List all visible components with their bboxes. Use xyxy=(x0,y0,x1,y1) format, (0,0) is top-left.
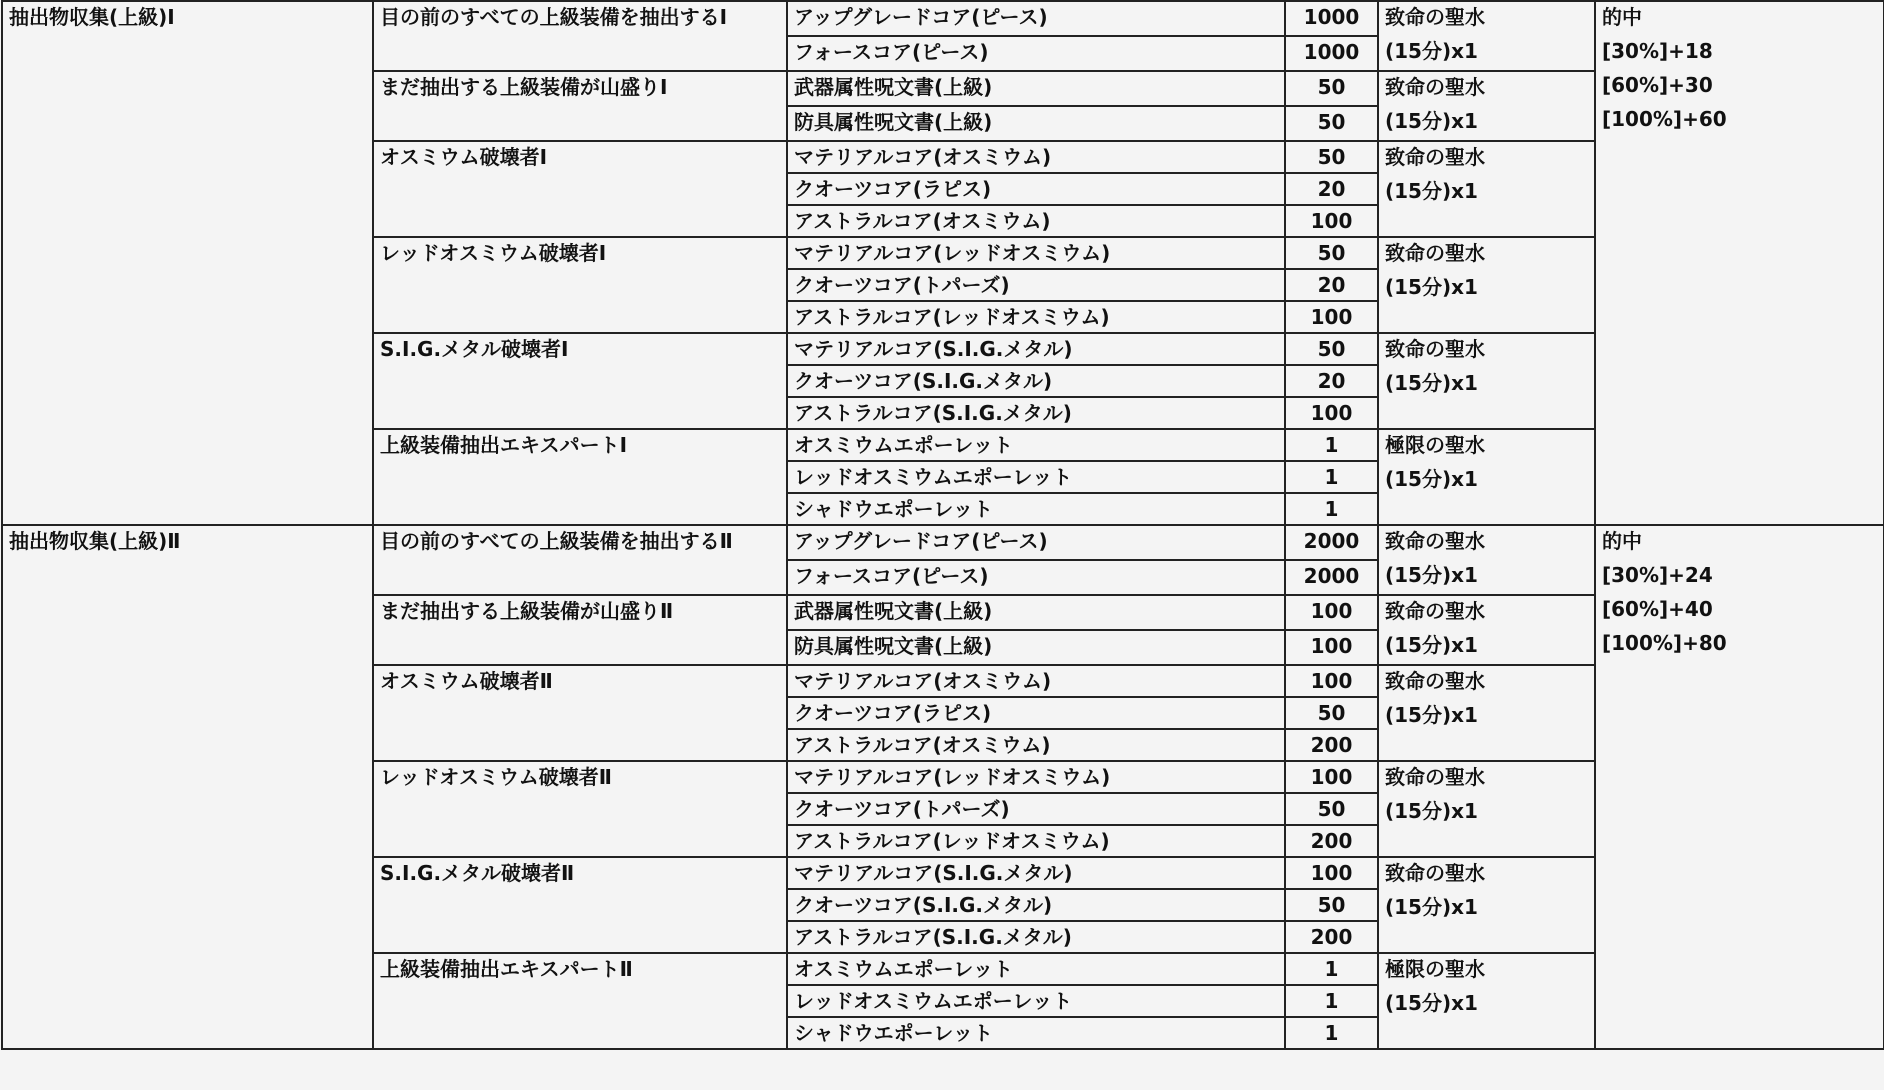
item-quantity: 1 xyxy=(1285,461,1378,493)
item-quantity: 50 xyxy=(1285,333,1378,365)
item-quantity: 1 xyxy=(1285,985,1378,1017)
item-quantity: 50 xyxy=(1285,697,1378,729)
item-quantity: 50 xyxy=(1285,889,1378,921)
item-name: アストラルコア(レッドオスミウム) xyxy=(787,825,1285,857)
item-name: シャドウエポーレット xyxy=(787,1017,1285,1049)
achievement-reward-line: (15分)x1 xyxy=(1385,563,1478,587)
group-reward-line: [30%]+24 xyxy=(1602,563,1713,587)
item-name: 武器属性呪文書(上級) xyxy=(787,595,1285,630)
item-name: アストラルコア(S.I.G.メタル) xyxy=(787,921,1285,953)
achievement-name: 上級装備抽出エキスパートⅡ xyxy=(373,953,787,1049)
achievement-name: まだ抽出する上級装備が山盛りⅠ xyxy=(373,71,787,141)
item-name: クオーツコア(ラピス) xyxy=(787,697,1285,729)
item-quantity: 100 xyxy=(1285,301,1378,333)
item-quantity: 20 xyxy=(1285,365,1378,397)
item-name: フォースコア(ピース) xyxy=(787,560,1285,595)
group-reward-line: [100%]+80 xyxy=(1602,631,1727,655)
item-quantity: 20 xyxy=(1285,269,1378,301)
achievement-reward-line: (15分)x1 xyxy=(1385,371,1478,395)
item-name: マテリアルコア(S.I.G.メタル) xyxy=(787,857,1285,889)
achievement-reward xyxy=(1378,595,1595,665)
achievement-reward-line: 致命の聖水 xyxy=(1385,241,1485,265)
item-name: 防具属性呪文書(上級) xyxy=(787,106,1285,141)
item-quantity: 100 xyxy=(1285,397,1378,429)
item-quantity: 1000 xyxy=(1285,1,1378,36)
item-quantity: 50 xyxy=(1285,793,1378,825)
achievement-table-body xyxy=(2,1,1884,1049)
achievement-reward-line: 致命の聖水 xyxy=(1385,145,1485,169)
achievement-reward-line: 致命の聖水 xyxy=(1385,337,1485,361)
achievement-reward-line: (15分)x1 xyxy=(1385,109,1478,133)
achievement-reward-line: (15分)x1 xyxy=(1385,467,1478,491)
item-quantity: 2000 xyxy=(1285,560,1378,595)
item-quantity: 200 xyxy=(1285,921,1378,953)
achievement-reward-line: (15分)x1 xyxy=(1385,179,1478,203)
group-reward-line: [60%]+30 xyxy=(1602,73,1713,97)
achievement-reward xyxy=(1378,857,1595,953)
achievement-reward xyxy=(1378,141,1595,237)
table-row xyxy=(2,1,1884,36)
item-quantity: 1 xyxy=(1285,429,1378,461)
achievement-name: 目の前のすべての上級装備を抽出するⅠ xyxy=(373,1,787,71)
achievement-reward-line: (15分)x1 xyxy=(1385,799,1478,823)
item-name: マテリアルコア(オスミウム) xyxy=(787,665,1285,697)
achievement-reward xyxy=(1378,525,1595,595)
achievement-reward-line: (15分)x1 xyxy=(1385,703,1478,727)
item-name: レッドオスミウムエポーレット xyxy=(787,461,1285,493)
achievement-name: S.I.G.メタル破壊者Ⅰ xyxy=(373,333,787,429)
group-reward-line: [30%]+18 xyxy=(1602,39,1713,63)
item-quantity: 1 xyxy=(1285,1017,1378,1049)
achievement-reward-line: 致命の聖水 xyxy=(1385,765,1485,789)
item-quantity: 2000 xyxy=(1285,525,1378,560)
achievement-reward xyxy=(1378,953,1595,1049)
achievement-reward-line: (15分)x1 xyxy=(1385,633,1478,657)
item-quantity: 100 xyxy=(1285,665,1378,697)
item-quantity: 100 xyxy=(1285,630,1378,665)
item-quantity: 100 xyxy=(1285,761,1378,793)
item-quantity: 50 xyxy=(1285,141,1378,173)
table-row xyxy=(2,525,1884,560)
item-name: レッドオスミウムエポーレット xyxy=(787,985,1285,1017)
achievement-reward-line: 致命の聖水 xyxy=(1385,861,1485,885)
achievement-reward xyxy=(1378,429,1595,525)
achievement-reward-line: 極限の聖水 xyxy=(1385,957,1485,981)
item-name: クオーツコア(トパーズ) xyxy=(787,269,1285,301)
group-reward-line: 的中 xyxy=(1602,529,1642,553)
item-name: マテリアルコア(オスミウム) xyxy=(787,141,1285,173)
achievement-reward-line: 致命の聖水 xyxy=(1385,5,1485,29)
achievement-name: レッドオスミウム破壊者Ⅰ xyxy=(373,237,787,333)
group-reward-line: [100%]+60 xyxy=(1602,107,1727,131)
item-name: オスミウムエポーレット xyxy=(787,429,1285,461)
achievement-reward xyxy=(1378,237,1595,333)
item-name: シャドウエポーレット xyxy=(787,493,1285,525)
achievement-name: まだ抽出する上級装備が山盛りⅡ xyxy=(373,595,787,665)
item-quantity: 1000 xyxy=(1285,36,1378,71)
item-quantity: 50 xyxy=(1285,106,1378,141)
achievement-reward-line: 致命の聖水 xyxy=(1385,599,1485,623)
achievement-reward xyxy=(1378,1,1595,71)
item-quantity: 100 xyxy=(1285,595,1378,630)
item-quantity: 50 xyxy=(1285,237,1378,269)
item-name: クオーツコア(トパーズ) xyxy=(787,793,1285,825)
achievement-reward-line: 致命の聖水 xyxy=(1385,669,1485,693)
item-name: 武器属性呪文書(上級) xyxy=(787,71,1285,106)
item-name: クオーツコア(S.I.G.メタル) xyxy=(787,365,1285,397)
item-quantity: 200 xyxy=(1285,825,1378,857)
group-reward-line: 的中 xyxy=(1602,5,1642,29)
achievement-reward xyxy=(1378,665,1595,761)
item-name: フォースコア(ピース) xyxy=(787,36,1285,71)
item-name: クオーツコア(S.I.G.メタル) xyxy=(787,889,1285,921)
item-name: マテリアルコア(レッドオスミウム) xyxy=(787,761,1285,793)
group-title: 抽出物収集(上級)Ⅱ xyxy=(2,525,373,1049)
achievement-name: 上級装備抽出エキスパートⅠ xyxy=(373,429,787,525)
achievement-reward-line: 極限の聖水 xyxy=(1385,433,1485,457)
item-name: 防具属性呪文書(上級) xyxy=(787,630,1285,665)
item-name: マテリアルコア(S.I.G.メタル) xyxy=(787,333,1285,365)
item-quantity: 100 xyxy=(1285,205,1378,237)
item-name: アストラルコア(S.I.G.メタル) xyxy=(787,397,1285,429)
item-name: アストラルコア(オスミウム) xyxy=(787,729,1285,761)
group-reward-line: [60%]+40 xyxy=(1602,597,1713,621)
item-name: アストラルコア(レッドオスミウム) xyxy=(787,301,1285,333)
group-reward xyxy=(1595,525,1884,1049)
item-quantity: 200 xyxy=(1285,729,1378,761)
item-name: アップグレードコア(ピース) xyxy=(787,1,1285,36)
item-quantity: 20 xyxy=(1285,173,1378,205)
item-quantity: 1 xyxy=(1285,493,1378,525)
item-name: アストラルコア(オスミウム) xyxy=(787,205,1285,237)
achievement-reward-line: (15分)x1 xyxy=(1385,895,1478,919)
achievement-reward-line: 致命の聖水 xyxy=(1385,75,1485,99)
achievement-name: オスミウム破壊者Ⅱ xyxy=(373,665,787,761)
group-title: 抽出物収集(上級)Ⅰ xyxy=(2,1,373,525)
achievement-reward xyxy=(1378,71,1595,141)
item-name: アップグレードコア(ピース) xyxy=(787,525,1285,560)
item-quantity: 1 xyxy=(1285,953,1378,985)
item-quantity: 50 xyxy=(1285,71,1378,106)
item-name: クオーツコア(ラピス) xyxy=(787,173,1285,205)
item-name: マテリアルコア(レッドオスミウム) xyxy=(787,237,1285,269)
achievement-reward xyxy=(1378,761,1595,857)
achievement-reward-line: (15分)x1 xyxy=(1385,275,1478,299)
achievement-name: レッドオスミウム破壊者Ⅱ xyxy=(373,761,787,857)
achievement-reward-line: 致命の聖水 xyxy=(1385,529,1485,553)
achievement-reward-line: (15分)x1 xyxy=(1385,991,1478,1015)
achievement-name: オスミウム破壊者Ⅰ xyxy=(373,141,787,237)
achievement-name: S.I.G.メタル破壊者Ⅱ xyxy=(373,857,787,953)
item-quantity: 100 xyxy=(1285,857,1378,889)
group-reward xyxy=(1595,1,1884,525)
item-name: オスミウムエポーレット xyxy=(787,953,1285,985)
achievement-table xyxy=(1,0,1884,1050)
achievement-reward-line: (15分)x1 xyxy=(1385,39,1478,63)
achievement-name: 目の前のすべての上級装備を抽出するⅡ xyxy=(373,525,787,595)
achievement-reward xyxy=(1378,333,1595,429)
